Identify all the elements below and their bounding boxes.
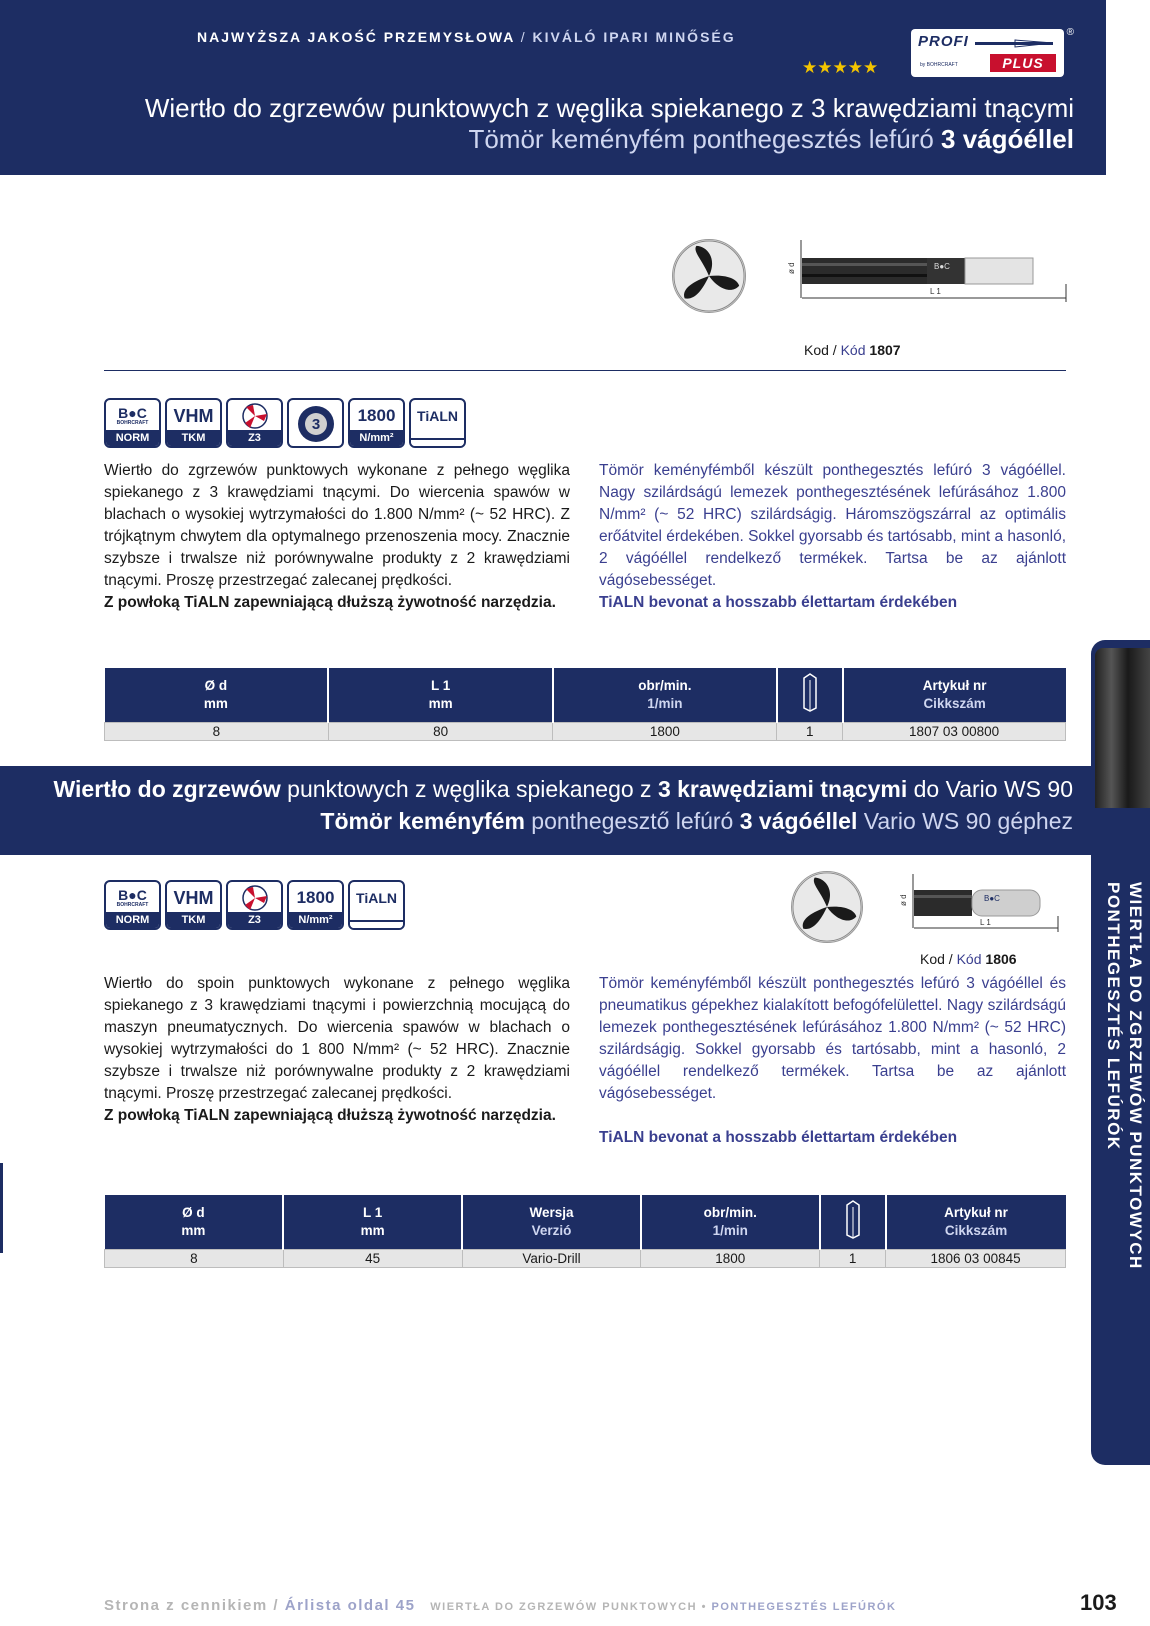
logo-profi: PROFI [918,33,969,50]
tialn-label-2: TiALN [356,890,397,906]
strength-value: 1800 [357,406,396,425]
tagline-hu: KIVÁLÓ IPARI MINŐSÉG [532,29,736,45]
cell-pack: 1 [777,722,843,740]
page-footer [104,1597,896,1614]
s2-pl-n1: punktowych z węglika spiekanego z [280,776,658,802]
description-pl-1 [104,460,570,614]
tialn-coating-icon [409,398,466,448]
cell-rpm: 1800 [553,722,777,740]
logo-drill-icon [975,38,1053,50]
description-hu-2 [599,973,1066,1149]
s2-hu-n2: Vario WS 90 géphez [857,808,1073,834]
shank-logo-2: B●C [984,894,1000,903]
tkm-label-2: TKM [167,912,220,928]
spec-icons-2 [104,880,405,930]
divider [104,370,1066,371]
cell2-rpm: 1800 [641,1249,820,1267]
page-title-pl: Wiertło do zgrzewów punktowych z węglika spiekanego z 3 krawędziami tnącymi [144,93,1074,123]
side-tab-line2: PONTHEGESZTÉS LEFÚRÓK [1104,882,1123,1151]
logo-registered: ® [1066,27,1074,38]
description-hu-1 [599,460,1066,614]
boc-mark-2: B●C [118,887,147,903]
vhm-tkm-icon-2 [165,880,222,930]
boc-norm-icon-2 [104,880,161,930]
spec-table-1 [104,668,1066,741]
drill-photo [1095,648,1150,808]
desc-pl-text: Wiertło do zgrzewów punktowych wykonane z pełnego węglika spiekanego z 3 krawędziami tnącymi. Do wiercenia spawów w blachach o wysokiej wytrzymałości do 1.800 N/mm² (~ 52 HRC). Z trójkątnym chwytem dla optymalnego przenoszenia mocy. Znacznie szybsze i trwalsze niż porównywalne produkty z 2 krawędziami tnącymi. Proszę przestrzegać zalecanej prędkości. [104,462,570,589]
tagline [197,29,736,45]
profi-plus-logo [911,27,1074,77]
side-tab-line1: WIERTŁA DO ZGRZEWÓW PUNKTOWYCH [1126,882,1145,1270]
logo-plus: PLUS [990,54,1056,72]
desc2-pl-text: Wiertło do spoin punktowych wykonane z pełnego węglika spiekanego z 3 krawędziami tnącymi i powierzchnią mocującą do maszyn pneumatycznych. Do wiercenia spawów w blachach o wysokiej wytrzymałości do 1 800 N/mm² (~ 52 HRC). Znacznie szybsze i trwalsze niż porównywalne produkty z 2 krawędziami tnącymi. Proszę przestrzegać zalecanej prędkości. [104,975,570,1102]
cell2-article: 1806 03 00845 [886,1249,1066,1267]
drill-cross-section-2 [791,871,863,943]
footer-small-pl: WIERTŁA DO ZGRZEWÓW PUNKTOWYCH [430,1601,698,1613]
page-number: 103 [1080,1590,1117,1615]
tialn-band-2 [350,920,403,928]
title-hu-text: Tömör keményfém ponthegesztés lefúró [468,124,942,154]
footer-small-sep: • [697,1601,712,1613]
desc2-hu-bold: TiALN bevonat a hosszabb élettartam érdekében [599,1129,958,1146]
s2-hu-n1: ponthegesztő lefúró [524,808,740,834]
drill-cross-section-1 [672,239,746,313]
package-icon [801,672,819,712]
diameter-label: ø d [787,262,796,274]
section2-title-hu [320,808,1073,835]
strength-value-2: 1800 [296,888,335,907]
vhm-label: VHM [173,405,214,426]
z3-label: Z3 [228,430,281,446]
triple-edge-icon-2 [240,884,270,912]
vhm-label-2: VHM [173,887,214,908]
table-row [105,722,1066,740]
strength-unit-2: N/mm² [289,912,342,928]
kod-pl-2: Kod [920,951,945,967]
footer-hu: Árlista oldal 45 [284,1597,416,1614]
footer-sep: / [267,1597,285,1614]
tagline-pl: NAJWYŻSZA JAKOŚĆ PRZEMYSŁOWA [197,29,515,45]
cell-diameter: 8 [105,722,329,740]
kod-value: 1807 [869,342,901,358]
diameter-label-2: ø d [899,894,908,906]
th2-version: Wersja Verzió [462,1195,641,1249]
drill-drawing-2 [892,874,1064,944]
three-badge-icon [293,404,339,444]
boc-norm-label-2: NORM [106,912,159,928]
z3-icon-2 [226,880,283,930]
s2-pl-b2: 3 krawędziami tnącymi [657,776,908,802]
th2-diameter: Ø d mm [105,1195,284,1249]
three-label: 3 [311,416,320,433]
left-edge-marker [0,1163,3,1253]
z3-label-2: Z3 [228,912,281,928]
cell2-version: Vario-Drill [462,1249,641,1267]
desc-hu-bold: TiALN bevonat a hosszabb élettartam érdekében [599,594,958,611]
boc-sub: BOHRCRAFT [116,420,149,426]
kod-pl: Kod [804,342,829,358]
th2-rpm: obr/min. 1/min [641,1195,820,1249]
length-label-2: L 1 [980,918,991,927]
spec-table-2 [104,1195,1066,1268]
cell2-length: 45 [283,1249,462,1267]
code-label-1 [804,342,901,358]
s2-pl-b1: Wiertło do zgrzewów [53,776,281,802]
spec-icons-1 [104,398,466,448]
strength-1800-icon-2 [287,880,344,930]
kod-hu: Kód [840,342,866,358]
boc-norm-label: NORM [106,430,159,446]
section2-title-pl [54,776,1073,803]
package-icon-2 [844,1199,862,1239]
tkm-label: TKM [167,430,220,446]
th-diameter: Ø d mm [105,668,329,722]
th-rpm: obr/min. 1/min [553,668,777,722]
s2-pl-n2: do Vario WS 90 [907,776,1073,802]
th2-article: Artykuł nr Cikkszám [886,1195,1066,1249]
cell2-diameter: 8 [105,1249,284,1267]
drill-drawing-1 [774,240,1072,312]
desc2-hu-text: Tömör keményfémből készült ponthegesztés lefúró 3 vágóéllel és pneumatikus gépekhez kialakított befogófelülettel. Nagy szilárdságú lemezek ponthegesztésének lefúrásához 1.800 N/mm² (~ 52 HRC) szilárdságig. Sokkel gyorsabb és tartósabb, mint a hasonló, 2 vágóéllel rendelkező termékek. Tartsa be az ajánlott vágósebességet. [599,975,1066,1102]
length-label: L 1 [930,287,941,296]
triple-edge-icon [240,402,270,430]
s2-hu-b1: Tömör keményfém [320,808,525,834]
shank-logo: B●C [934,262,950,271]
three-edges-icon [287,398,344,448]
cell-length: 80 [328,722,553,740]
side-tab-label [1102,882,1146,1382]
kod-hu-2: Kód [956,951,982,967]
kod-value-2: 1806 [985,951,1017,967]
code-label-2 [920,951,1017,967]
desc2-pl-bold: Z powłoką TiALN zapewniającą dłuższą żywotność narzędzia. [104,1107,556,1124]
s2-hu-b2: 3 vágóéllel [739,808,858,834]
table-row [105,1249,1066,1267]
footer-small-hu: PONTHEGESZTÉS LEFÚRÓK [711,1601,897,1613]
th-length: L 1 mm [328,668,553,722]
title-hu-bold: 3 vágóéllel [941,124,1074,154]
th2-pack [820,1195,886,1249]
tagline-sep: / [520,29,527,45]
strength-1800-icon [348,398,405,448]
logo-by: by BOHRCRAFT [920,62,958,68]
tialn-coating-icon-2 [348,880,405,930]
strength-unit: N/mm² [350,430,403,446]
boc-norm-icon [104,398,161,448]
th-article: Artykuł nr Cikkszám [843,668,1066,722]
page-title-hu [468,124,1074,155]
kod-sep-2: / [944,951,957,967]
cell2-pack: 1 [820,1249,886,1267]
footer-pl: Strona z cennikiem [104,1597,268,1614]
th2-length: L 1 mm [283,1195,462,1249]
boc-sub-2: BOHRCRAFT [116,902,149,908]
tialn-band [411,438,464,446]
vhm-tkm-icon [165,398,222,448]
rating-stars: ★★★★★ [802,58,879,77]
z3-icon [226,398,283,448]
footer-category [421,1601,896,1613]
boc-mark: B●C [118,405,147,421]
tialn-label: TiALN [417,408,458,424]
cell-article: 1807 03 00800 [843,722,1066,740]
description-pl-2 [104,973,570,1127]
desc-hu-text: Tömör keményfémből készült ponthegesztés lefúró 3 vágóéllel. Nagy szilárdságú lemezek ponthegesztésének lefúrásához 1.800 N/mm² (~ 52 HRC) szilárdságig. Háromszögszárral az optimális erőátvitel érdekében. Sokkel gyorsabb és tartósabb, mint a hasonló, 2 vágóéllel rendelkező termékek. Tartsa be az ajánlott vágósebességet. [599,462,1066,589]
th-pack [777,668,843,722]
kod-sep: / [828,342,841,358]
desc-pl-bold: Z powłoką TiALN zapewniającą dłuższą żywotność narzędzia. [104,594,556,611]
